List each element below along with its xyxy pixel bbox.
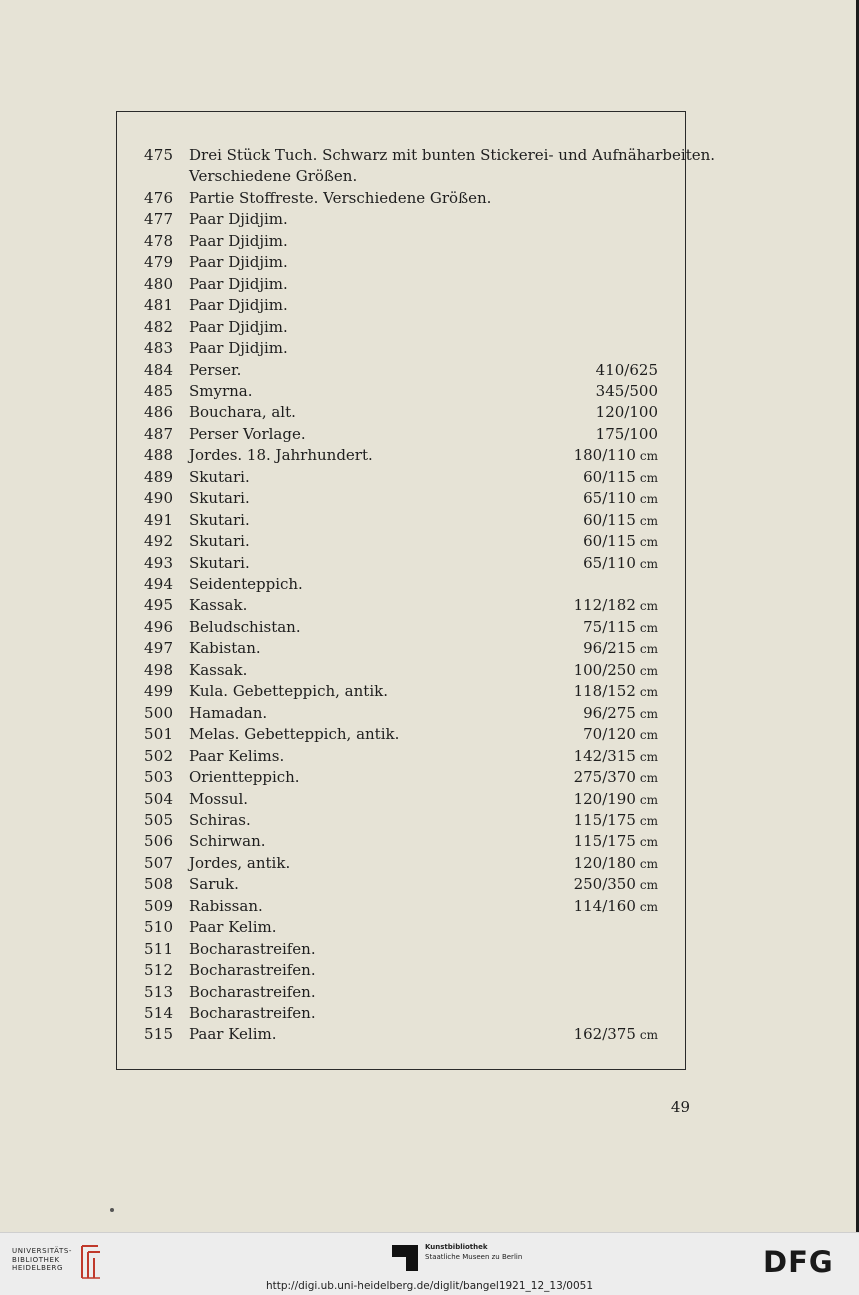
catalog-entry: [0, 617, 859, 638]
entry-dimensions: [583, 467, 658, 489]
entry-dimensions: [583, 617, 658, 639]
entry-number: 485: [144, 381, 174, 400]
entry-dimensions: [583, 703, 658, 725]
catalog-entry: [0, 274, 859, 295]
entry-description: Bocharastreifen.: [189, 982, 316, 1001]
entry-size-unit: cm: [639, 1028, 658, 1043]
entry-dimensions: [596, 402, 658, 424]
entry-description: Kassak.: [189, 596, 248, 615]
entry-description: Paar Djidjim.: [189, 296, 288, 315]
page-number: 49: [670, 1098, 690, 1116]
entry-number: 503: [144, 768, 174, 787]
entry-description: Bouchara, alt.: [189, 403, 296, 422]
catalog-entry: [0, 402, 859, 423]
catalog-entry: [0, 445, 859, 466]
entry-number: 484: [144, 360, 174, 379]
entry-size-unit: cm: [639, 771, 658, 786]
entry-dimensions: [583, 510, 658, 532]
catalog-entry: [0, 209, 859, 230]
entry-description: Paar Djidjim.: [189, 317, 288, 336]
entry-dimensions: [574, 810, 658, 832]
catalog-entry: [0, 531, 859, 552]
entry-description: Skutari.: [189, 510, 250, 529]
entry-description: Paar Djidjim.: [189, 253, 288, 272]
speck: [110, 1208, 114, 1212]
entry-description: Schiras.: [189, 810, 251, 829]
entry-number: 486: [144, 403, 174, 422]
entry-size-value: 100/250: [573, 660, 636, 679]
entry-size-value: 96/275: [583, 703, 636, 722]
entry-number: 509: [144, 896, 174, 915]
entry-dimensions: [583, 553, 658, 575]
entry-dimensions: [574, 767, 658, 789]
entry-description: Saruk.: [189, 875, 239, 894]
entry-description: Rabissan.: [189, 896, 263, 915]
entry-dimensions: [596, 424, 658, 446]
entry-size-value: 114/160: [573, 896, 636, 915]
entry-dimensions: [574, 1024, 658, 1046]
catalog-entry: [0, 1024, 859, 1045]
catalog-entry: [0, 145, 859, 166]
entry-size-value: 115/175: [573, 810, 636, 829]
entry-dimensions: [583, 638, 658, 660]
entry-number: 480: [144, 274, 174, 293]
entry-number: 511: [144, 939, 174, 958]
entry-description: Bocharastreifen.: [189, 939, 316, 958]
entry-dimensions: [574, 746, 658, 768]
entry-dimensions: [574, 874, 658, 896]
entry-number: 514: [144, 1004, 174, 1022]
entry-size-unit: cm: [639, 642, 658, 657]
catalog-entry: [0, 467, 859, 488]
catalog-entry: [0, 188, 859, 209]
entry-number: 504: [144, 789, 174, 808]
dfg-logo[interactable]: DFG: [763, 1245, 834, 1279]
entry-number: 489: [144, 467, 174, 486]
entry-size-value: 75/115: [583, 617, 636, 636]
entry-number: 502: [144, 746, 174, 765]
entry-size-unit: cm: [639, 792, 658, 807]
entry-description: Kabistan.: [189, 639, 261, 658]
catalog-entry: [0, 317, 859, 338]
entry-size-unit: cm: [639, 599, 658, 614]
entry-description: Paar Kelim.: [189, 918, 277, 937]
entry-number: 488: [144, 446, 174, 465]
entry-size-value: 65/110: [583, 553, 636, 572]
entry-number: 505: [144, 810, 174, 829]
catalog-entry: [0, 1003, 859, 1024]
entry-number: 495: [144, 596, 174, 615]
entry-dimensions: [574, 896, 658, 918]
entry-size-value: 65/110: [583, 489, 636, 508]
entry-description: Skutari.: [189, 553, 250, 572]
entry-description: Paar Kelim.: [189, 1025, 277, 1044]
entry-size-unit: cm: [639, 663, 658, 678]
entry-size-value: 96/215: [583, 639, 636, 658]
entry-number: 478: [144, 231, 174, 250]
entry-description: Kula. Gebetteppich, antik.: [189, 682, 388, 701]
entry-size-value: 120/100: [595, 403, 658, 422]
entry-description: Bocharastreifen.: [189, 1004, 316, 1022]
entry-size-value: 175/100: [595, 424, 658, 443]
entry-number: 475: [144, 146, 174, 164]
catalog-entry: [0, 982, 859, 1003]
catalog-entry: [0, 295, 859, 316]
entry-dimensions: [574, 681, 658, 703]
university-logo-icon[interactable]: [78, 1242, 104, 1282]
entry-size-unit: cm: [639, 835, 658, 850]
entry-number: 499: [144, 682, 174, 701]
entry-dimensions: [574, 831, 658, 853]
entry-description: Bocharastreifen.: [189, 961, 316, 980]
entry-size-value: 180/110: [573, 446, 636, 465]
entry-description: Paar Djidjim.: [189, 231, 288, 250]
entry-number: 515: [144, 1025, 174, 1044]
entry-size-value: 410/625: [595, 360, 658, 379]
entry-description: Jordes. 18. Jahrhundert.: [189, 446, 373, 465]
catalog-entry: [0, 638, 859, 659]
entry-size-value: 115/175: [573, 832, 636, 851]
entry-size-unit: cm: [639, 878, 658, 893]
entry-description: Melas. Gebetteppich, antik.: [189, 725, 400, 744]
entry-size-value: 120/190: [573, 789, 636, 808]
entry-size-value: 142/315: [573, 746, 636, 765]
catalog-entry: [0, 595, 859, 616]
entry-size-value: 70/120: [583, 725, 636, 744]
entry-size-unit: cm: [639, 899, 658, 914]
entry-description: Verschiedene Größen.: [189, 167, 358, 186]
entry-description: Perser Vorlage.: [189, 424, 306, 443]
catalog-entry: [0, 789, 859, 810]
entry-size-value: 60/115: [583, 532, 636, 551]
entry-description: Mossul.: [189, 789, 249, 808]
kunstbibliothek-logo-icon[interactable]: [392, 1245, 418, 1271]
catalog-entry: [0, 767, 859, 788]
entry-number: 490: [144, 489, 174, 508]
entry-dimensions: [574, 789, 658, 811]
entry-dimensions: [583, 531, 658, 553]
footer-bar: [0, 1232, 859, 1295]
entry-number: 493: [144, 553, 174, 572]
entry-size-value: 60/115: [583, 467, 636, 486]
entry-size-unit: cm: [639, 685, 658, 700]
catalog-entry: [0, 231, 859, 252]
entry-description: Beludschistan.: [189, 617, 301, 636]
entry-description: Paar Djidjim.: [189, 339, 288, 358]
entry-size-unit: cm: [639, 749, 658, 764]
entry-number: 508: [144, 875, 174, 894]
catalog-entry: [0, 874, 859, 895]
entry-dimensions: [583, 488, 658, 510]
kunstbibliothek-label[interactable]: Kunstbibliothek Staatliche Museen zu Berlin: [425, 1243, 523, 1261]
catalog-entry: [0, 660, 859, 681]
catalog-entry: [0, 960, 859, 981]
entry-description: Paar Djidjim.: [189, 210, 288, 229]
entry-size-value: 162/375: [573, 1025, 636, 1044]
catalog-entry: [0, 939, 859, 960]
entry-dimensions: [596, 360, 658, 382]
entry-description: Schirwan.: [189, 832, 266, 851]
catalog-entry: [0, 917, 859, 938]
catalog-entry: [0, 252, 859, 273]
catalog-entry: [0, 574, 859, 595]
entry-number: 513: [144, 982, 174, 1001]
entry-size-unit: cm: [639, 813, 658, 828]
entry-size-unit: cm: [639, 556, 658, 571]
entry-size-value: 250/350: [573, 875, 636, 894]
entry-number: 492: [144, 532, 174, 551]
entry-description: Partie Stoffreste. Verschiedene Größen.: [189, 188, 492, 207]
entry-number: 476: [144, 188, 174, 207]
entry-number: 483: [144, 339, 174, 358]
entry-size-unit: cm: [639, 470, 658, 485]
entry-number: 507: [144, 853, 174, 872]
entry-number: 506: [144, 832, 174, 851]
catalog-entry: [0, 896, 859, 917]
entry-size-value: 345/500: [595, 381, 658, 400]
entry-number: 487: [144, 424, 174, 443]
entry-description: Perser.: [189, 360, 242, 379]
entry-number: 512: [144, 961, 174, 980]
entry-size-value: 60/115: [583, 510, 636, 529]
entry-size-unit: cm: [639, 728, 658, 743]
entry-dimensions: [583, 724, 658, 746]
entry-size-unit: cm: [639, 856, 658, 871]
entry-dimensions: [574, 445, 658, 467]
entry-number: 498: [144, 660, 174, 679]
entry-size-value: 275/370: [573, 768, 636, 787]
catalog-entry: [0, 166, 859, 187]
entry-number: 494: [144, 575, 174, 593]
catalog-entry: [0, 703, 859, 724]
entry-number: 496: [144, 617, 174, 636]
entry-dimensions: [574, 853, 658, 875]
catalog-entry: [0, 338, 859, 359]
catalog-entry: [0, 853, 859, 874]
catalog-entry: [0, 831, 859, 852]
entry-size-unit: cm: [639, 535, 658, 550]
entry-number: 479: [144, 253, 174, 272]
entry-size-unit: cm: [639, 492, 658, 507]
entry-description: Hamadan.: [189, 703, 268, 722]
entry-number: 482: [144, 317, 174, 336]
catalog-entry: [0, 810, 859, 831]
source-url[interactable]: http://digi.ub.uni-heidelberg.de/diglit/bangel1921_12_13/0051: [265, 1280, 594, 1292]
entry-description: Skutari.: [189, 489, 250, 508]
entry-size-unit: cm: [639, 620, 658, 635]
entry-dimensions: [574, 660, 658, 682]
entry-size-value: 112/182: [573, 596, 636, 615]
entry-size-value: 118/152: [573, 682, 636, 701]
catalog-entry: [0, 553, 859, 574]
entry-description: Drei Stück Tuch. Schwarz mit bunten Stickerei- und Aufnäharbeiten.: [189, 146, 716, 164]
catalog-entry: [0, 360, 859, 381]
entry-description: Paar Kelims.: [189, 746, 285, 765]
entry-description: Skutari.: [189, 532, 250, 551]
entry-description: Skutari.: [189, 467, 250, 486]
entry-size-unit: cm: [639, 449, 658, 464]
entry-number: 481: [144, 296, 174, 315]
catalog-entry: [0, 381, 859, 402]
entry-size-unit: cm: [639, 706, 658, 721]
entry-dimensions: [574, 595, 658, 617]
entry-size-value: 120/180: [573, 853, 636, 872]
entry-description: Seidenteppich.: [189, 575, 303, 593]
catalog-entry: [0, 681, 859, 702]
entry-description: Kassak.: [189, 660, 248, 679]
entry-number: 500: [144, 703, 174, 722]
entry-number: 491: [144, 510, 174, 529]
catalog-entry: [0, 510, 859, 531]
entry-description: Jordes, antik.: [189, 853, 291, 872]
entry-number: 501: [144, 725, 174, 744]
catalog-entry: [0, 424, 859, 445]
university-library-name[interactable]: UNIVERSITÄTS- BIBLIOTHEK HEIDELBERG: [12, 1247, 73, 1272]
entry-number: 497: [144, 639, 174, 658]
entry-description: Smyrna.: [189, 381, 253, 400]
entry-number: 477: [144, 210, 174, 229]
catalog-entry: [0, 746, 859, 767]
entry-dimensions: [596, 381, 658, 403]
entry-description: Paar Djidjim.: [189, 274, 288, 293]
catalog-entry: [0, 724, 859, 745]
catalog-entry: [0, 488, 859, 509]
entry-description: Orientteppich.: [189, 768, 300, 787]
entry-size-unit: cm: [639, 513, 658, 528]
entry-number: 510: [144, 918, 174, 937]
